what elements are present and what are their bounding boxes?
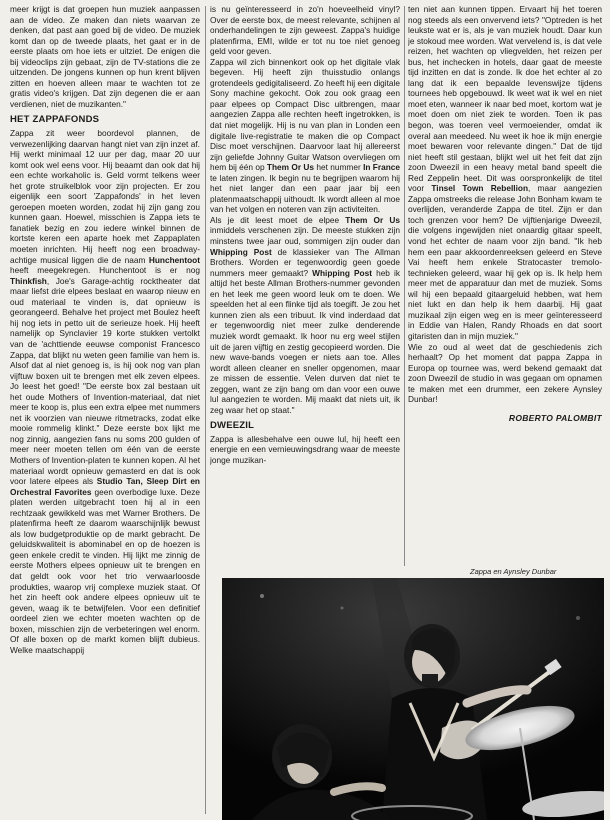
photo-caption: Zappa en Aynsley Dunbar bbox=[470, 567, 557, 576]
col2-body3: het nummer bbox=[314, 162, 364, 173]
section-heading-zappafonds: HET ZAPPAFONDS bbox=[10, 114, 100, 126]
col2-body6: inmiddels verschenen zijn. De meeste stukken zijn minstens twee jaar oud, sommigen zijn ouder dan bbox=[210, 225, 400, 247]
title-studio-tan: Studio Tan, Sleep Dirt en Orchestral Favorites bbox=[10, 476, 200, 497]
col1-body1: Zappa zit weer boordevol plannen, de verwezenlijking daarvan hangt niet van zijn inzet af. Hij werkt minimaal 12 uur per dag, maar 20 uur komt ook wel eens voor. Hij beaamt dan ook dat hij een echte workaholic is. Geld vormt telkens weer het grote struikelblok voor zijn projecten. Er zou eigenlijk een soort 'Zappafonds' in het leven geroepen moeten worden, zodat hij zijn gang zou kunnen gaan. Hoewel, misschien is Zappa iets te fanatiek bezig en zou iedere winkel binnen de kortste keren een aparte hoek met Zappaplaten moeten inrichten. Hij heeft nog een broadway-achtige musical liggen die de naam bbox=[10, 128, 200, 265]
col2-para1 bbox=[210, 4, 400, 57]
title-whipping-post-2: Whipping Post bbox=[312, 267, 372, 278]
column-1 bbox=[10, 4, 200, 816]
title-thinkfish: Thinkfish bbox=[10, 275, 47, 286]
column-2 bbox=[210, 4, 400, 582]
title-in-france: In France bbox=[363, 162, 400, 173]
col2-body4: te laten zingen. Ik begin nu te begrijpen waarom hij het niet langer dan een paar jaar bij een platenmaatschappij uithoudt. Ik wordt alleen al moe van het volgen en noteren van zijn activiteiten. bbox=[210, 172, 400, 215]
col3-body1: ten niet aan kunnen tippen. Ervaart hij het toeren nog steeds als een onvervend iets? "Optreden is het leukste wat er is, als je van muziek houdt. Daar kun je stokoud mee worden. Wat vervelend is, is dat vele reizen, het wachten op vliegvelden, het reizen per bus, het inchecken in hotels, daar gaat de meeste tijd inzitten en dat is zonde. Ik doe het echter al zo lang dat ik een bepaalde levenswijze tijdens tournees heb opgebouwd. Ik weet wat ik wel en niet moet eten, wanneer ik naar bed moet, kortom wat je moet doen om niet ziek te worden. Toen ik pas begon, was toeren veel vermoeiender, omdat ik overal aan meedeed. Nu weet ik hoe ik mijn energie moet bewaren voor relevante dingen." Dat de tijd niet heeft stil gestaan, blijkt wel uit het feit dat zijn zoon Dweezil in een heavy metal band speelt die Red Zeppelin heet. Dit was oorspronkelijk de titel voor bbox=[408, 4, 602, 194]
concert-photo-illustration bbox=[222, 578, 604, 820]
col1-body bbox=[10, 128, 200, 655]
col1-body4: geen overbodige luxe. Deze platen werden uitgebracht toen hij al in een rechtzaak gewikkeld was met Warner Brothers. De platenfirma heeft ze daarom waarschijnlijk bewust als low budgetproduktie op de markt gebracht. De geluidskwaliteit is abominabel en op de hoezen is geen enkele credit te vinden. Hij lijkt me zinnig de eerste Mothers elpees opnieuw uit te brengen en dat geldt ook voor het trio verwaarloosde produkties, waarop vrij complexe muziek staat. Of het zin heeft ook andere elpees opnieuw uit te geven, waag ik te betwijfelen. Voor een definitief oordeel zien we echter moeten wachten op de boxen, misschien zijn de verbeteringen wel enorm. Of alle boxen op de markt komen blijft dubieus. Welke maatschappij bbox=[10, 486, 200, 655]
title-tinsel-town-rebellion: Tinsel Town Rebellion bbox=[431, 183, 529, 194]
col3-para2 bbox=[408, 342, 602, 405]
col1-body3: , Joe's Garage-achtig rocktheater dat maar liefst drie elpees beslaat en waarop nieuw en oud materiaal te vinden is, dat opnieuw is georangeerd. Behalve het project met Boulez heeft hij nog iets in petto uit de serieuze hoek. Hij heeft namelijk op Synclavier 19 korte stukken vertolkt van de 'achttiende eeuwse componist Francesco Zappa, dat blijkt nu weten geen familie van hem is. Alsof dat al niet genoeg is, is hij ook nog van plan vijftuw boxen uit te brengen met elk zeven elpees. Jo leest het goed! "De eerste box zal bestaan uit het oude Mothers of Invention-materiaal, dat niet meer te koop is, plus een extra elpee met nummers net ik voorzien van nieuwe ritmetracks, zodat elke mooie rommelig klinkt." Deze eerste box lijkt me nog zinnig, aangezien fans nu soms 200 gulden of meer neer moeten tellen om één van de eerste Mothers of Invention-platen te kunnen kopen. Al het materiaal wordt opnieuw gemasterd en dat is ook voor latere elpees als bbox=[10, 275, 200, 487]
col2-body2: Zappa wil zich binnenkort ook op het digitale vlak begeven. Hij heeft zijn thuisstudio onlangs grotendeels gedigitaliseerd. Zo heeft hij een digitale Sony machine gekocht. Ook zou ook graag een paar elpees op Compact Disc uitbrengen, maar aangezien Zappa alle rechten heeft ingetrokken, is dat niet mogelijk. Hij is nu van plan in Londen een digitale live-registratie te maken die op Compact Disc moet verschijnen. Daarvoor laat hij allereerst zijn geliefde Johnny Guitar Watson overvliegen om hem bij één op bbox=[210, 56, 400, 173]
title-hunchentoot: Hunchentoot bbox=[148, 254, 200, 265]
col2-body7: de klassieker van The Allman Brothers. Worden er tegenwoordig geen goede nummers meer gemaakt? bbox=[210, 246, 400, 278]
col2-body8: heb ik altijd het beste Allman Brothers-nummer gevonden en het leek me geen woord leuk om te doen. We speelden het al een flinke tijd als toegift. Je zou het kunnen zien als een tribuut. Ik vind inderdaad dat er tegenwoordig niet meer zulke denderende muziek wordt gemaakt. Ik hoor nu erg weel stijlen uit de jaren vijftig en zestig gecopieerd worden. Die new wave-bands voegen er niets aan toe. Alles wordt alleen cleaner en sneller opgenomen, maar ze missen de essentie. Velen durven dat niet te zeggen, want ze zijn bang om dan voor een ouwe lul aangezien te worden. Mij maakt dat niets uit, ik zeg waar het op staat." bbox=[210, 267, 400, 415]
author-byline: ROBERTO PALOMBIT bbox=[508, 412, 602, 423]
column-3 bbox=[408, 4, 602, 564]
column-divider-1 bbox=[205, 6, 206, 814]
col1-body2: heeft meegekregen. Hunchentoot is er nog bbox=[10, 265, 200, 276]
col1-intro-text: meer krijgt is dat groepen hun muziek aanpassen aan de video. Ze maken dan niets waarvan ze denken, dat past aan goed bij de video. De muziek komt dan op de tweede plaats, het gaat er in de eerste plaats om hoe iets er uitziet. De enigen die bij videoclips zijn gebaat, zijn de TV-stations die ze uitzenden. De jongens kunnen op hun krent blijven zitten en hoeven alleen maar te wachten tot ze gratis video's krijgen. Dat zijn degenen die er aan verdienen, niet de muzikanten." bbox=[10, 4, 200, 109]
concert-photo bbox=[222, 578, 604, 820]
col3-body3: Wie zo oud al weet dat de geschiedenis zich herhaalt? Op het moment dat pappa Zappa in Europa op tournee was, werd bekend gemaakt dat zoon Dweezil de studio in was gegaan om opnamen te maken met een drummer, een zekere Aynsley Dunbar! bbox=[408, 341, 602, 405]
title-whipping-post: Whipping Post bbox=[210, 246, 272, 257]
col2-body1: is nu geïnteresseerd in zo'n hoeveelheid vinyl? Over de eerste box, de meest relevante, schijnen al onderhandelingen te zijn geweest. Zappa's huidige platenfirma, EMI, wilde er tot nu toe niet genoeg geld voor geven. bbox=[210, 4, 400, 57]
col2-body9: Zappa is allesbehalve een ouwe lul, hij heeft een energie en een vernieuwingsdrang waar de meeste jonge muzikan- bbox=[210, 433, 400, 465]
col1-intro bbox=[10, 4, 200, 109]
col3-para1 bbox=[408, 4, 602, 342]
title-them-or-us-2: Them Or Us bbox=[345, 214, 400, 225]
section-heading-dweezil: DWEEZIL bbox=[210, 420, 255, 432]
title-them-or-us: Them Or Us bbox=[266, 162, 315, 173]
col3-body2: , maar aangezien Zappa omstreeks die release John Bonham kwam te overlijden, veranderde Zappa de titel. Zijn er dan toch grenzen voor hem? De vijftienjarige Dweezil, die volgens ingewijden niet onaardig gitaar speelt, vond het echter de naam voor zijn band. "Ik heb hem een paar akkoordenreeksen geleerd en Steve Vai heeft hem enkele Stratocaster tremolo-technieken geleerd, waar hij gek op is. Ik help hem meer met de apparatuur dan met de muziek. Soms wil hij een bepaald gitaargeluid hebben, wat hem niet lukt en dan help ik hem daarbij. Hij gaat muzikaal zijn eigen weg en is meer geïnteresseerd in Eddie van Halen, Randy Rhoads en dat soort gitaristen dan in mijn muziek." bbox=[408, 183, 602, 341]
col2-body5: Als je dit leest moet de elpee bbox=[210, 214, 346, 225]
col2-para4 bbox=[210, 434, 400, 466]
column-divider-2 bbox=[404, 6, 405, 566]
col2-para3 bbox=[210, 215, 400, 415]
col2-para2 bbox=[210, 57, 400, 215]
